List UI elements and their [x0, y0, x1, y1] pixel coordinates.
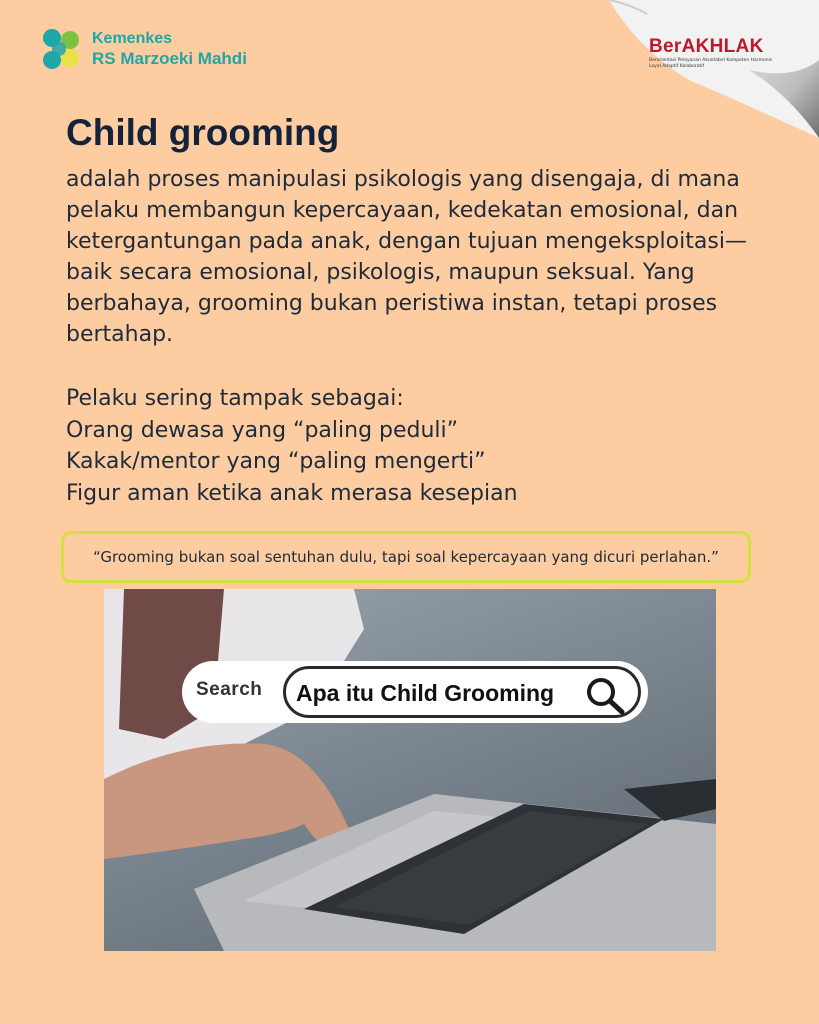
search-label: Search	[196, 679, 263, 700]
berakhlak-title: BerAKHLAK	[649, 36, 764, 57]
trait-item: Figur aman ketika anak merasa kesepian	[66, 480, 518, 506]
trait-item: Orang dewasa yang “paling peduli”	[66, 417, 459, 443]
laptop-photo	[104, 589, 716, 951]
search-bar	[182, 661, 648, 723]
laptop-illustration	[104, 589, 716, 951]
quote-text: “Grooming bukan soal sentuhan dulu, tapi soal kepercayaan yang dicuri perlahan.”	[93, 548, 719, 566]
definition-paragraph: adalah proses manipulasi psikologis yang disengaja, di mana pelaku membangun kepercayaan, kedekatan emosional, dan ketergantungan pada anak, dengan tujuan mengeksploitasi—baik secara emosional, psikologis, maupun seksual. Yang berbahaya, grooming bukan peristiwa instan, tetapi proses bertahap.	[66, 167, 747, 347]
brand-logo	[38, 26, 247, 72]
quote-box	[61, 531, 751, 583]
perpetrator-traits	[66, 383, 766, 509]
hospital-name: RS Marzoeki Mahdi	[92, 49, 247, 68]
traits-intro: Pelaku sering tampak sebagai:	[66, 386, 404, 411]
trait-item: Kakak/mentor yang “paling mengerti”	[66, 449, 486, 474]
page-title: Child grooming	[66, 112, 340, 153]
brand-name: Kemenkes	[92, 30, 173, 47]
kemenkes-logo-icon	[38, 26, 84, 72]
search-input[interactable]	[283, 666, 641, 718]
search-query: Apa itu Child Grooming	[296, 680, 555, 706]
berakhlak-subtitle: Berorientasi Pelayanan Akuntabel Kompeten Harmonis Loyal Adaptif Kolaboratif	[649, 58, 773, 69]
berakhlak-corner	[609, 0, 819, 138]
